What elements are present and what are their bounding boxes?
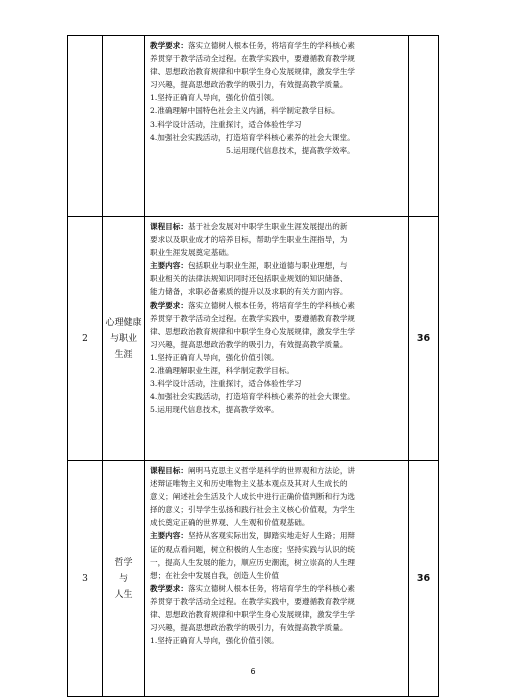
course-content <box>145 461 409 697</box>
content-text: 4.加强社会实践活动，打造培育学科核心素养的社会大课堂。 <box>150 132 355 142</box>
content-line <box>150 582 404 595</box>
content-text: 1.坚持正确育人导向，强化价值引领。 <box>150 636 279 646</box>
content-text: 律、思想政治教育规律和中职学生身心发展规律，激发学生学 <box>150 610 356 620</box>
course-hours <box>409 36 439 217</box>
course-content <box>145 36 409 217</box>
table-row <box>68 36 439 217</box>
content-text: 1.坚持正确育人导向，强化价值引领。 <box>150 352 279 362</box>
course-content <box>145 217 409 461</box>
content-line <box>150 39 404 52</box>
section-label: 课程目标： <box>150 222 188 231</box>
content-line <box>150 516 404 529</box>
content-line <box>150 634 404 647</box>
content-line <box>150 377 404 390</box>
table-row <box>68 461 439 697</box>
course-name-line: 与职业 <box>109 333 137 344</box>
course-name-line: 人生 <box>114 589 133 600</box>
content-text: 1.坚持正确育人导向，强化价值引领。 <box>150 93 279 103</box>
content-text: 成长奠定正确的世界观、人生观和价值观基础。 <box>150 518 310 528</box>
content-text: 坚持从客观实际出发，脚踏实地走好人生路；用辩 <box>187 531 356 541</box>
course-hours: 36 <box>409 217 439 461</box>
content-line <box>150 272 404 285</box>
content-line <box>150 246 404 259</box>
section-label: 主要内容： <box>150 261 188 271</box>
content-text: 4.加强社会实践活动，打造培育学科核心素养的社会大课堂。 <box>150 392 355 402</box>
table-row <box>68 217 439 461</box>
content-text: 落实立德树人根本任务，将培育学生的学科核心素 <box>187 41 356 50</box>
content-line <box>150 259 404 272</box>
content-text: 要求以及职业成才的培养目标，帮助学生职业生涯指导，为 <box>150 235 348 245</box>
content-text: 习兴趣，提高思想政治教学的吸引力，有效提高教学质量。 <box>150 623 348 633</box>
content-line <box>150 52 404 65</box>
section-label: 教学要求： <box>150 583 188 593</box>
content-line <box>150 131 404 144</box>
course-name <box>103 461 145 697</box>
row-number <box>68 36 103 217</box>
content-text: 律、思想政治教育规律和中职学生身心发展规律，激发学生学 <box>150 67 356 77</box>
content-line <box>150 233 404 246</box>
page-number: 6 <box>250 667 256 676</box>
content-line <box>150 104 404 117</box>
section-label: 课程目标： <box>150 466 188 475</box>
content-line <box>150 299 404 312</box>
content-line <box>150 556 404 569</box>
content-line <box>150 325 404 338</box>
content-text: 证的观点看问题，树立积极的人生态度；坚持实践与认识的统 <box>150 544 356 554</box>
content-text: 习兴趣，提高思想政治教学的吸引力，有效提高教学质量。 <box>150 80 348 90</box>
section-label: 主要内容： <box>150 531 188 541</box>
content-line <box>150 621 404 634</box>
content-line <box>150 403 404 416</box>
content-text: 5.运用现代信息技术，提高教学效率。 <box>226 145 355 155</box>
content-line <box>150 338 404 351</box>
content-text: 5.运用现代信息技术，提高教学效率。 <box>150 405 279 415</box>
content-line <box>150 285 404 298</box>
course-name-line: 与 <box>118 573 128 584</box>
course-name <box>103 36 145 217</box>
course-name-line: 生涯 <box>114 349 133 360</box>
content-line <box>150 78 404 91</box>
content-text: 落实立德树人根本任务，将培育学生的学科核心素 <box>187 583 356 593</box>
content-text: 2.准确理解职业生涯，科学制定教学目标。 <box>150 366 294 376</box>
content-text: 择的意义；引导学生弘扬和践行社会主义核心价值观，为学生 <box>150 505 356 515</box>
content-line <box>150 118 404 131</box>
course-name-line: 心理健康 <box>105 317 142 328</box>
content-text: 包括职业与职业生涯，职业道德与职业理想，与 <box>187 261 348 271</box>
content-line <box>150 477 404 490</box>
course-name-line: 哲学 <box>114 557 133 568</box>
content-line <box>150 490 404 503</box>
content-text: 养贯穿于教学活动全过程。在教学实践中，要遵循教育教学规 <box>150 54 356 64</box>
content-text: 职业生涯发展奠定基础。 <box>150 248 234 258</box>
content-text: 落实立德树人根本任务，将培育学生的学科核心素 <box>187 300 356 310</box>
content-line <box>150 608 404 621</box>
content-line <box>150 65 404 78</box>
content-line <box>150 569 404 582</box>
content-line <box>150 144 404 157</box>
content-text: 能力储备，求职必备素质的提升以及求职的有关方面内容。 <box>150 287 348 297</box>
content-line <box>150 220 404 233</box>
content-text: 意义；阐述社会生活及个人成长中进行正确价值判断和行为选 <box>150 492 356 502</box>
course-hours: 36 <box>409 461 439 697</box>
content-text: 想；在社会中发展自我，创造人生价值 <box>150 570 280 580</box>
content-text: 述辩证唯物主义和历史唯物主义基本观点及其对人生成长的 <box>150 479 348 489</box>
content-text: 职业相关的法律法规知识同时还包括职业规划的知识储备、 <box>150 274 348 284</box>
content-text: 基于社会发展对中职学生职业生涯发展提出的新 <box>187 222 348 231</box>
content-text: 律、思想政治教育规律和中职学生身心发展规律，激发学生学 <box>150 326 356 336</box>
section-label: 教学要求： <box>150 300 188 310</box>
content-line <box>150 390 404 403</box>
content-line <box>150 543 404 556</box>
content-line <box>150 91 404 104</box>
content-text: 养贯穿于教学活动全过程。在教学实践中，要遵循教育教学规 <box>150 596 356 606</box>
row-number: 3 <box>68 461 103 697</box>
content-text: 2.准确理解中国特色社会主义内涵，科学制定教学目标。 <box>150 106 340 116</box>
content-line <box>150 351 404 364</box>
section-label: 教学要求： <box>150 41 188 50</box>
content-text: 一，提高人生发展的能力，顺应历史潮流，树立崇高的人生理 <box>150 557 356 567</box>
content-text: 习兴趣，提高思想政治教学的吸引力，有效提高教学质量。 <box>150 339 348 349</box>
content-line <box>150 464 404 477</box>
content-line <box>150 364 404 377</box>
content-line <box>150 312 404 325</box>
content-text: 阐明马克思主义哲学是科学的世界观和方法论，讲 <box>187 466 356 475</box>
content-line <box>150 595 404 608</box>
course-name <box>103 217 145 461</box>
content-text: 3.科学设计活动，注重探讨，适合体验性学习 <box>150 119 302 129</box>
row-number: 2 <box>68 217 103 461</box>
content-text: 养贯穿于教学活动全过程。在教学实践中，要遵循教育教学规 <box>150 313 356 323</box>
content-line <box>150 529 404 542</box>
content-text: 3.科学设计活动，注重探讨，适合体验性学习 <box>150 379 302 389</box>
course-table <box>67 35 439 697</box>
content-line <box>150 503 404 516</box>
